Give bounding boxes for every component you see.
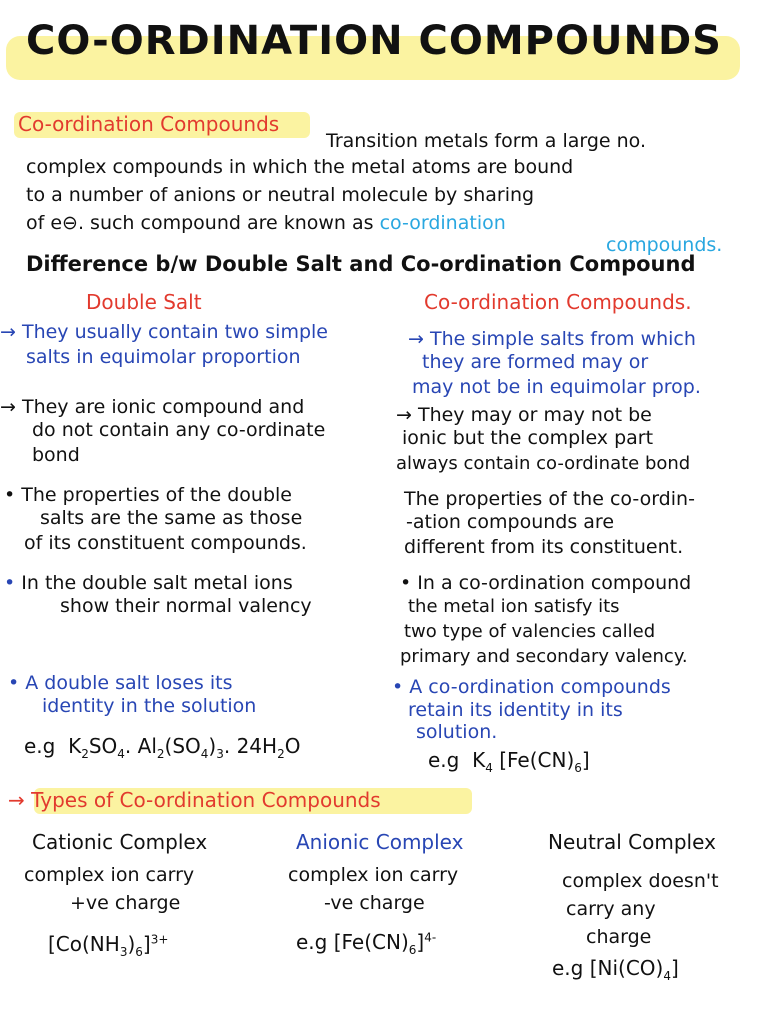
right-point-5 — [392, 676, 671, 741]
type-anionic-desc-1: complex ion carry — [288, 864, 459, 886]
right-point-1-marker: → — [408, 328, 424, 350]
intro-line-4-text: of e⊖. such compound are known as — [26, 212, 374, 234]
right-point-4 — [400, 572, 691, 669]
right-point-2-line-1: They may or may not be — [417, 404, 652, 426]
intro-term-a: co-ordination — [379, 212, 506, 234]
right-point-3-line-3: different from its constituent. — [404, 536, 684, 558]
left-point-3 — [4, 484, 307, 556]
left-point-5-line-2: identity in the solution — [42, 695, 257, 717]
left-point-1 — [0, 320, 328, 370]
intro-term-b: compounds. — [606, 234, 723, 256]
left-point-3-line-3: of its constituent compounds. — [24, 532, 307, 554]
intro-line-3: to a number of anions or neutral molecule by sharing — [26, 184, 535, 206]
right-point-2-line-2: ionic but the complex part — [402, 427, 654, 449]
right-point-4-line-4: primary and secondary valency. — [400, 646, 688, 667]
intro-line-4 — [26, 212, 506, 234]
right-point-1 — [408, 328, 701, 400]
left-point-4-marker: • — [4, 572, 16, 594]
types-heading-marker: → — [8, 788, 25, 812]
type-cationic-desc-2: +ve charge — [70, 892, 181, 914]
right-point-3-line-2: -ation compounds are — [406, 511, 615, 533]
left-point-3-marker: • — [4, 484, 16, 506]
type-cationic-name: Cationic Complex — [32, 830, 208, 854]
left-example-formula: $K_2SO_4$. $Al_2(SO_4)_3$. $24H_2O$ — [68, 734, 301, 761]
right-point-2-line-3: always contain co-ordinate bond — [396, 453, 691, 474]
type-cationic-desc-1: complex ion carry — [24, 864, 195, 886]
type-neutral-example: e.g $[Ni(CO)_4]$ — [552, 956, 679, 983]
right-point-1-line-1: The simple salts from which — [429, 328, 696, 350]
left-point-2-line-3: bond — [32, 444, 80, 466]
intro-line-2: complex compounds in which the metal atoms are bound — [26, 156, 574, 178]
type-neutral-desc-2: carry any — [566, 898, 656, 920]
left-point-5 — [8, 672, 256, 719]
left-point-3-line-2: salts are the same as those — [40, 507, 303, 529]
right-point-4-marker: • — [400, 572, 412, 594]
type-anionic-name: Anionic Complex — [296, 830, 464, 854]
right-point-4-line-2: the metal ion satisfy its — [408, 596, 620, 617]
difference-heading: Difference b/w Double Salt and Co-ordination Compound — [26, 252, 696, 276]
right-point-5-marker: • — [392, 676, 404, 698]
type-anionic-example: e.g $[Fe(CN)_6]^{4-}$ — [296, 930, 437, 957]
left-point-2-marker: → — [0, 396, 16, 418]
left-point-4-line-2: show their normal valency — [60, 595, 312, 617]
right-point-5-line-2: retain its identity in its — [408, 699, 623, 721]
intro-line-1: Transition metals form a large no. — [326, 130, 647, 152]
type-neutral-name: Neutral Complex — [548, 830, 716, 854]
left-point-2-line-1: They are ionic compound and — [21, 396, 305, 418]
left-point-1-marker: → — [0, 321, 16, 343]
type-neutral-desc-1: complex doesn't — [562, 870, 719, 892]
left-point-5-marker: • — [8, 672, 20, 694]
right-column-header: Co-ordination Compounds. — [424, 290, 692, 314]
left-point-4 — [4, 572, 312, 619]
intro-label: Co-ordination Compounds — [18, 112, 280, 136]
right-point-4-line-3: two type of valencies called — [404, 621, 656, 642]
right-point-4-line-1: In a co-ordination compound — [417, 572, 692, 594]
type-cationic-example: $[Co(NH_3)_6]^{3+}$ — [48, 932, 169, 959]
left-point-1-line-2: salts in equimolar proportion — [26, 346, 301, 368]
right-point-5-line-1: A co-ordination compounds — [409, 676, 671, 698]
types-heading — [8, 788, 381, 812]
page-title: CO-ORDINATION COMPOUNDS — [26, 18, 722, 64]
types-heading-text: Types of Co-ordination Compounds — [31, 788, 381, 812]
right-point-3 — [404, 488, 695, 560]
left-point-5-line-1: A double salt loses its — [25, 672, 233, 694]
right-point-3-line-1: The properties of the co-ordin- — [404, 488, 695, 510]
left-point-3-line-1: The properties of the double — [21, 484, 292, 506]
left-point-2 — [0, 396, 325, 468]
right-point-2 — [396, 404, 690, 476]
left-point-2-line-2: do not contain any co-ordinate — [32, 419, 326, 441]
right-point-1-line-3: may not be in equimolar prop. — [412, 376, 701, 398]
right-example-prefix: e.g — [428, 748, 460, 772]
left-column-header: Double Salt — [86, 290, 202, 314]
right-point-5-line-3: solution. — [416, 721, 498, 743]
right-example — [428, 748, 590, 775]
left-example — [24, 734, 300, 761]
left-point-1-line-1: They usually contain two simple — [21, 321, 328, 343]
right-example-formula: $K_4$ $[Fe(CN)_6]$ — [472, 748, 590, 775]
left-point-4-line-1: In the double salt metal ions — [21, 572, 293, 594]
right-point-1-line-2: they are formed may or — [422, 351, 649, 373]
type-neutral-desc-3: charge — [586, 926, 652, 948]
type-anionic-desc-2: -ve charge — [324, 892, 425, 914]
left-example-prefix: e.g — [24, 734, 56, 758]
right-point-2-marker: → — [396, 404, 412, 426]
